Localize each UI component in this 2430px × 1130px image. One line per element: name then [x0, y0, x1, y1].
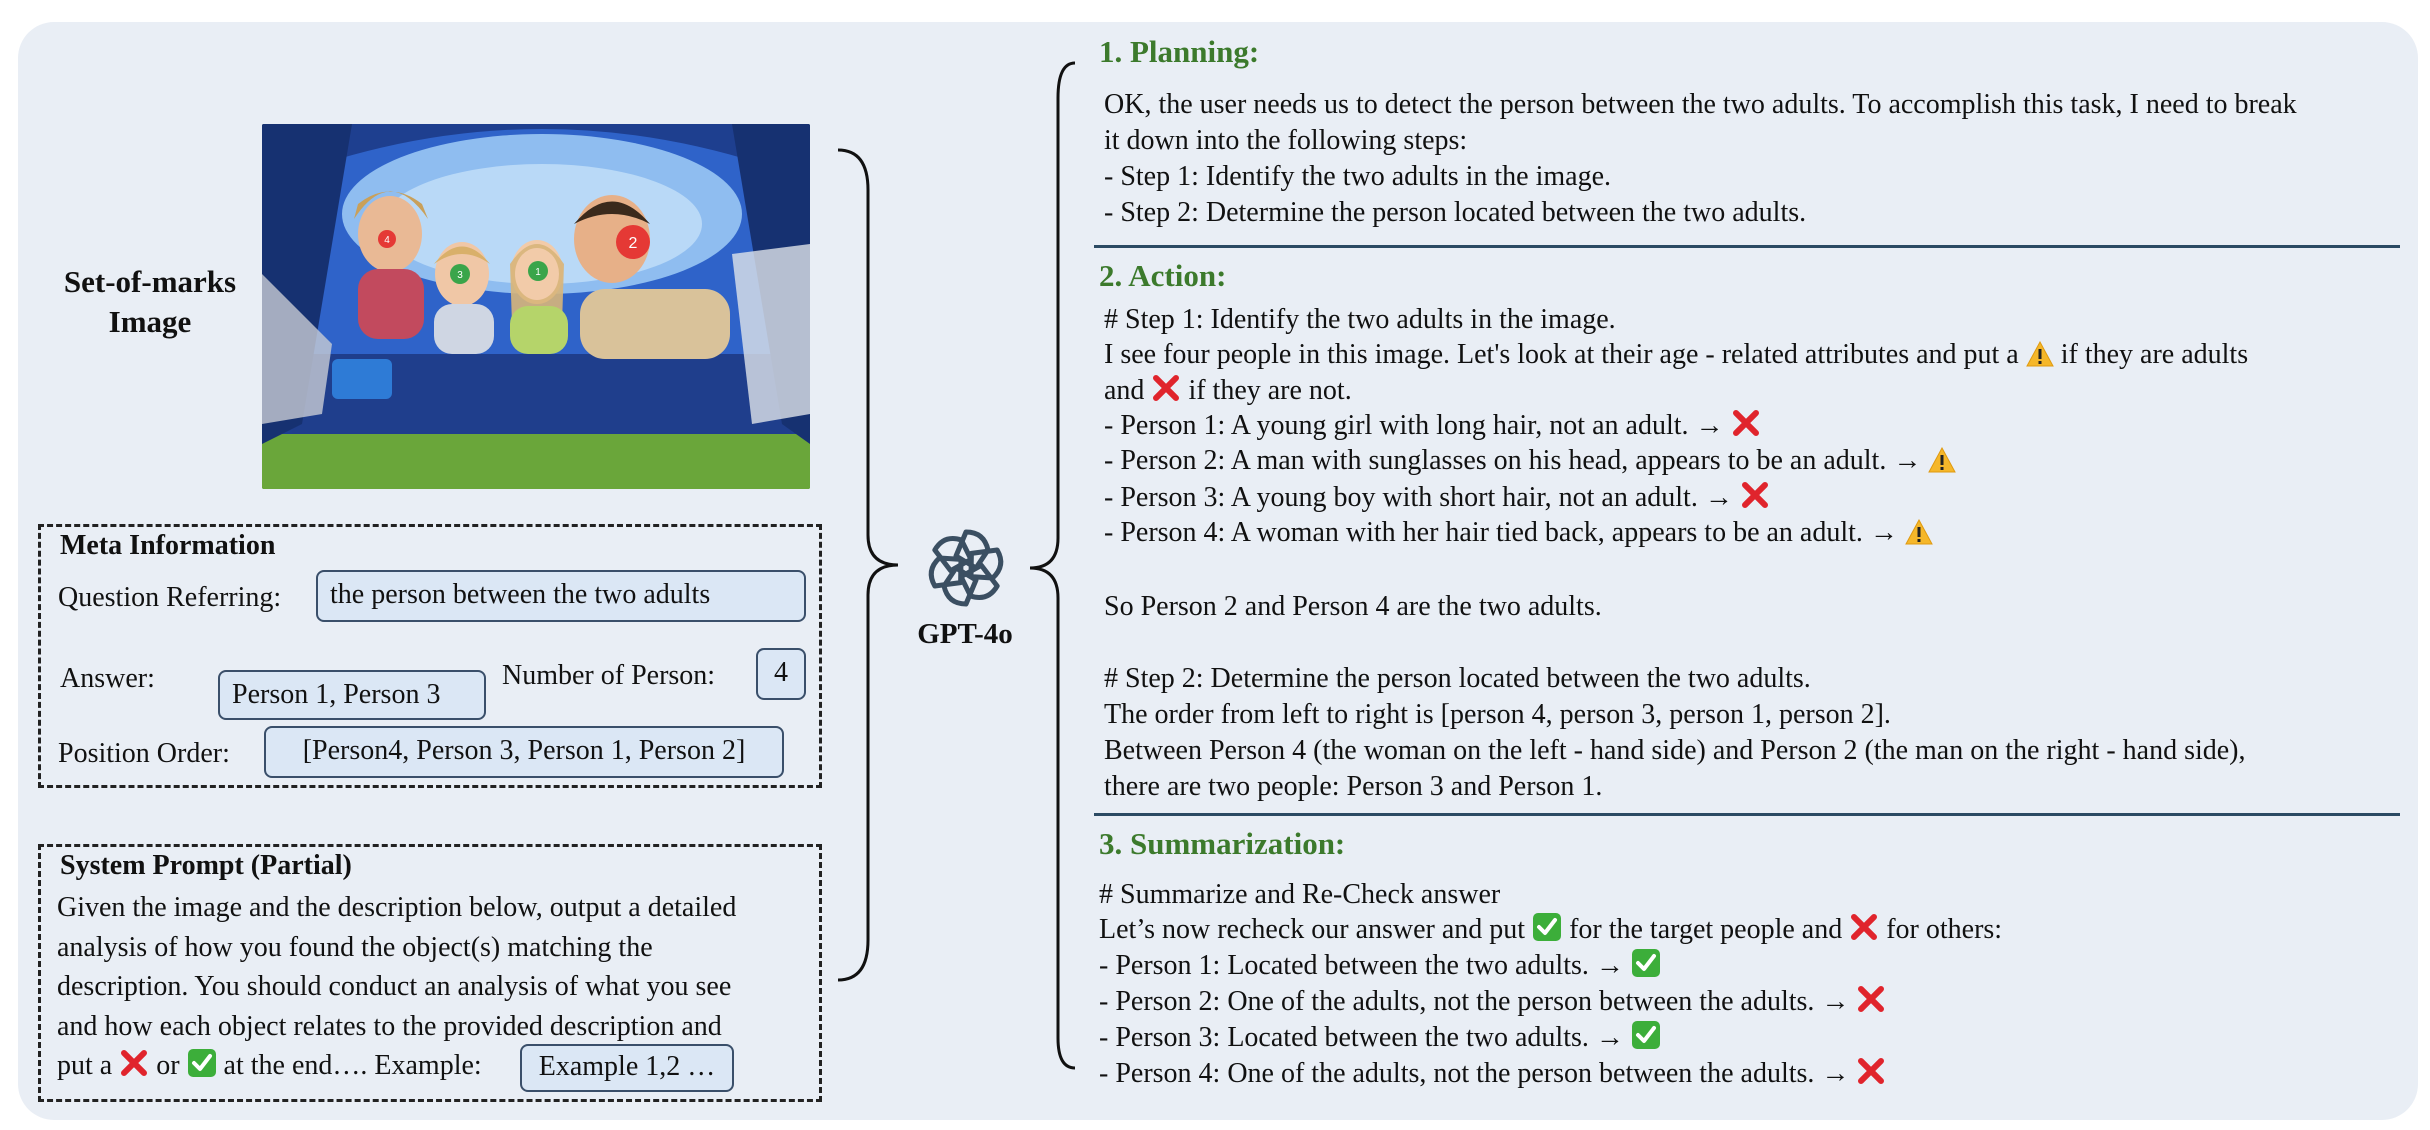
model-label: GPT-4o: [917, 618, 1013, 650]
summ-recheck-line: [1099, 912, 2002, 951]
warning-icon: [1905, 519, 1933, 554]
set-of-marks-photo: [262, 124, 810, 489]
planning-title: 1. Planning:: [1099, 34, 1260, 69]
step2-line: The order from left to right is [person 4, person 3, person 1, person 2].: [1104, 699, 1891, 730]
red-cross-icon: [119, 1048, 149, 1090]
action-and-b: if they are not.: [1188, 375, 1352, 406]
person-text: - Person 2: A man with sunglasses on his head, appears to be an adult. →: [1104, 445, 1922, 476]
system-line: Given the image and the description below, output a detailed: [57, 892, 737, 923]
action-see-line: [1104, 338, 2248, 376]
summ-recheck-c: for others:: [1886, 914, 2003, 945]
green-check-icon: [1532, 912, 1562, 951]
person-text: - Person 3: A young boy with short hair, not an adult. →: [1104, 482, 1733, 513]
system-line: and how each object relates to the provided description and: [57, 1010, 722, 1042]
summ-text: - Person 4: One of the adults, not the person between the adults. →: [1099, 1058, 1850, 1089]
warning-icon: [2026, 341, 2054, 376]
title-line-2: Image: [108, 304, 192, 339]
svg-text:1: 1: [535, 267, 541, 278]
action-and-a: and: [1104, 375, 1145, 406]
green-check-icon: [1631, 1020, 1661, 1059]
svg-text:3: 3: [457, 270, 463, 281]
mark-3: [450, 264, 470, 284]
number-label: Number of Person:: [502, 660, 716, 691]
answer-field: Person 1, Person 3: [218, 670, 486, 720]
summarization-title: 3. Summarization:: [1099, 826, 1346, 861]
right-brace: [1020, 58, 1110, 1078]
system-last-suffix: at the end…. Example:: [223, 1050, 482, 1081]
tent-photo-illustration: [262, 124, 810, 489]
summ-recheck-a: Let’s now recheck our answer and put: [1099, 914, 1526, 945]
summ-text: - Person 1: Located between the two adults. →: [1099, 950, 1624, 981]
summ-text: - Person 2: One of the adults, not the person between the adults. →: [1099, 986, 1850, 1017]
red-cross-icon: [1151, 373, 1181, 412]
number-field: 4: [756, 648, 806, 700]
warning-icon: [1928, 447, 1956, 482]
system-title: System Prompt (Partial): [60, 850, 352, 881]
red-cross-icon: [1856, 984, 1886, 1023]
answer-label: Answer:: [60, 663, 155, 694]
example-field: Example 1,2 …: [520, 1044, 734, 1092]
question-label: Question Referring:: [58, 582, 282, 613]
person-text: - Person 1: A young girl with long hair, not an adult. →: [1104, 410, 1724, 441]
red-cross-icon: [1849, 912, 1879, 951]
red-cross-icon: [1740, 480, 1770, 519]
position-field: [Person4, Person 3, Person 1, Person 2]: [264, 726, 784, 778]
person-line: [1104, 480, 1770, 519]
action-see-a: I see four people in this image. Let's look at their age - related attributes and put a: [1104, 339, 2019, 370]
person-line: [1104, 516, 1933, 554]
summ-text: - Person 3: Located between the two adults. →: [1099, 1022, 1624, 1053]
step2-line: there are two people: Person 3 and Person 1.: [1104, 771, 1603, 802]
action-and-line: [1104, 373, 1352, 412]
svg-text:2: 2: [628, 235, 638, 252]
position-label: Position Order:: [58, 738, 230, 769]
mark-2: [616, 225, 650, 259]
green-check-icon: [187, 1048, 217, 1090]
red-cross-icon: [1856, 1056, 1886, 1095]
summ-line: [1099, 1020, 1661, 1059]
so-line: So Person 2 and Person 4 are the two adults.: [1104, 591, 1602, 622]
red-cross-icon: [1731, 408, 1761, 447]
person-line: [1104, 444, 1956, 482]
left-brace: [830, 140, 930, 990]
system-line: description. You should conduct an analysis of what you see: [57, 971, 732, 1002]
action-step1: # Step 1: Identify the two adults in the image.: [1104, 304, 1616, 335]
divider: [1094, 245, 2400, 248]
step2-line: Between Person 4 (the woman on the left - hand side) and Person 2 (the man on the right - hand side),: [1104, 735, 2246, 766]
person-text: - Person 4: A woman with her hair tied back, appears to be an adult. →: [1104, 517, 1898, 548]
summ-line: [1099, 1056, 1886, 1095]
mark-1: [528, 261, 548, 281]
question-field: the person between the two adults: [316, 570, 806, 622]
green-check-icon: [1631, 948, 1661, 987]
summ-line: [1099, 948, 1661, 987]
summ-head: # Summarize and Re-Check answer: [1099, 879, 1501, 910]
mark-4: [378, 230, 396, 248]
gpt-logo-icon: [918, 520, 1014, 621]
summ-line: [1099, 984, 1886, 1023]
planning-line: - Step 1: Identify the two adults in the image.: [1104, 161, 1612, 192]
title-line-1: Set-of-marks: [63, 264, 237, 299]
meta-title: Meta Information: [60, 530, 276, 561]
system-last-prefix: put a: [57, 1050, 113, 1081]
action-see-b: if they are adults: [2060, 339, 2249, 370]
system-line: analysis of how you found the object(s) matching the: [57, 931, 653, 963]
system-last-or: or: [156, 1050, 180, 1081]
set-of-marks-title: [40, 262, 260, 342]
summ-recheck-b: for the target people and: [1569, 914, 1843, 945]
planning-line: - Step 2: Determine the person located between the two adults.: [1104, 197, 1807, 228]
planning-line: it down into the following steps:: [1104, 125, 1468, 156]
planning-line: OK, the user needs us to detect the person between the two adults. To accomplish this task, I need to break: [1104, 89, 2297, 120]
svg-text:4: 4: [384, 235, 390, 246]
divider: [1094, 813, 2400, 816]
step2-line: # Step 2: Determine the person located between the two adults.: [1104, 663, 1811, 694]
action-title: 2. Action:: [1099, 258, 1227, 293]
person-line: [1104, 408, 1761, 447]
